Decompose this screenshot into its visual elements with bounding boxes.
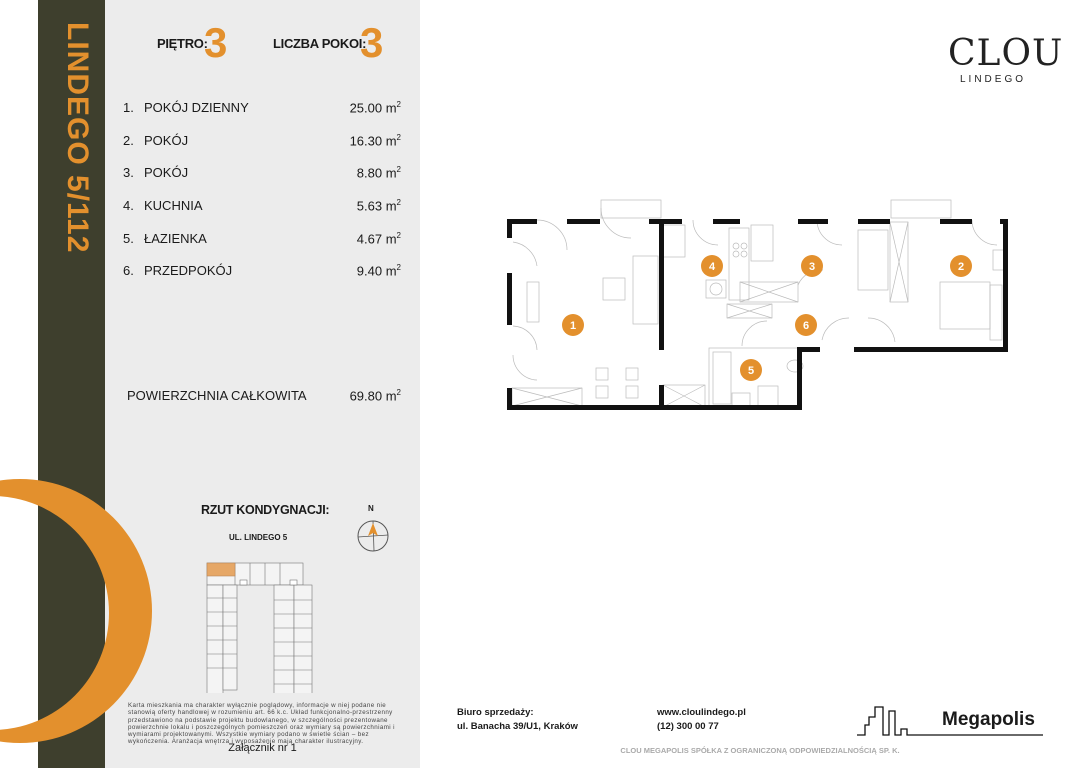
room-num: 4. [123,198,134,213]
apartment-title: LINDEGO 5/112 [61,22,94,254]
site-plan-diagram [200,558,340,693]
floor-label: PIĘTRO: [157,36,208,51]
room-label-4: 4 [708,261,716,273]
room-area: 25.00 $m^2$ [349,100,401,116]
room-num: 1. [123,100,134,115]
total-label: POWIERZCHNIA CAŁKOWITA [127,388,307,403]
total-area: 69.80 $m^2$ [349,388,401,404]
rooms-label: LICZBA POKOI: [273,36,367,51]
website-link[interactable]: www.cloulindego.pl [657,707,746,718]
room-label-5: 5 [747,365,755,377]
room-name: PRZEDPOKÓJ [144,263,233,278]
disclaimer-text: Karta mieszkania ma charakter wyłącznie poglądowy, informacje w niej podane nie stanowią oferty handlowej w rozumieniu art. 66 k.c. Układ funkcjonalno-przestrzenny przedstawiono na podstawie projektu budowlanego, w szczególności prezentowane powierzchnie lokalu i poszczególnych pomieszczeń oraz wymiary są powierzchniami i wymiarami projektowanymi. Wszystkie wymiary podano w świetle ścian – bez wykończenia. Aranżacja wnętrza i wyposażenie mają charakter ilustracyjny. [128,702,395,746]
rooms-value: 3 [360,19,384,66]
room-num: 2. [123,133,134,148]
sales-office [457,706,578,734]
room-label-2: 2 [957,261,965,273]
annex-label: Załącznik nr 1 [228,742,297,754]
room-num: 5. [123,231,134,246]
site-plan-street: UL. LINDEGO 5 [229,533,288,542]
room-name: ŁAZIENKA [144,231,207,246]
walls [507,219,1008,410]
room-label-3: 3 [808,261,816,273]
room-area: 8.80 $m^2$ [356,165,401,181]
office-label: Biuro sprzedaży: [457,707,534,718]
room-num: 3. [123,165,134,180]
phone-number: (12) 300 00 77 [657,721,719,732]
megapolis-logo: Megapolis [942,709,1035,730]
compass-icon: N [356,504,390,552]
room-name: KUCHNIA [144,198,203,213]
room-area: 4.67 $m^2$ [356,231,401,247]
room-label-6: 6 [802,320,810,332]
room-area: 5.63 $m^2$ [356,198,401,214]
room-name: POKÓJ [144,165,189,180]
room-name: POKÓJ DZIENNY [144,100,249,115]
clou-logo: CLOU [948,33,1064,74]
room-name: POKÓJ [144,133,189,148]
clou-logo-sub: LINDEGO [960,74,1027,85]
room-num: 6. [123,263,134,278]
room-label-1: 1 [569,320,577,332]
legal-name: CLOU MEGAPOLIS SPÓŁKA Z OGRANICZONĄ ODPOWIEDZIALNOŚCIĄ SP. K. [620,746,900,755]
floor-value: 3 [204,19,228,66]
room-area: 16.30 $m^2$ [349,133,401,149]
contact [657,706,746,734]
room-area: 9.40 $m^2$ [356,263,401,279]
site-plan-title: RZUT KONDYGNACJI: [201,503,330,517]
office-address: ul. Banacha 39/U1, Kraków [457,721,578,732]
